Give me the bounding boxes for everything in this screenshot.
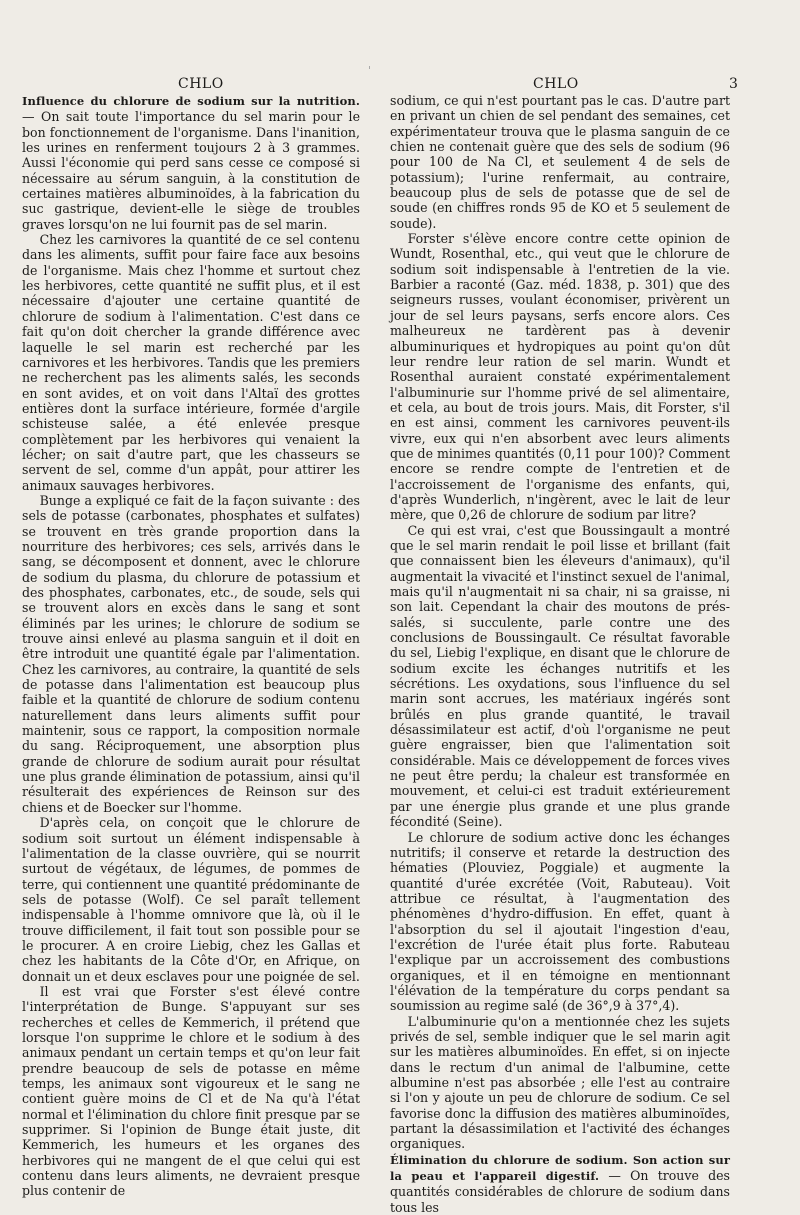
gutter-mark [369,66,370,69]
running-head-right: CHLO [533,76,579,92]
paragraph: Ce qui est vrai, c'est que Boussingault a montré que le sel marin rendait le poil lisse et brillant (fait que connaissent bien les éleveurs d'animaux), qu'il augmentait la vivacité et l'instinct sexuel de l'animal, mais qu'il n'augmentait ni sa chair, ni sa graisse, ni son lait. Cependant la chair des moutons de prés-salés, si succulente, parle contre une des conclusions de Boussingault. Ce résultat favorable du sel, Liebig l'explique, en disant que le chlorure de sodium excite les échanges nutritifs et les sécrétions. Les oxydations, sous l'influence du sel marin sont accrues, les matériaux ingérés sont brûlés en plus grande quantité, le travail désassimilateur est actif, d'où l'organisme ne peut guère engraisser, bien que l'alimentation soit considérable. Mais ce développement de forces vives ne peut être perdu; la chaleur est transformée en mouvement, et celui-ci est traduit extérieurement par une énergie plus grande et une plus grande fécondité (Seine). [390,522,730,830]
paragraph-text: — On trouve des quantités considérables de chlorure de sodium dans tous les [390,1168,730,1215]
paragraph [22,93,360,232]
section-heading: Influence du chlorure de sodium sur la nutrition. [22,94,360,108]
section-heading: Élimination du chlorure de sodium. Son action sur la peau et l'appareil digestif. [390,1152,730,1184]
page-number: 3 [729,76,739,92]
paragraph: D'après cela, on conçoit que le chlorure de sodium soit surtout un élément indispensable à l'alimentation de la classe ouvrière, qui se nourrit surtout de végétaux, de légumes, de pommes de terre, qui contiennent une quantité prédominante de sels de potasse (Wolf). Ce sel paraît tellement indispensable à l'homme omnivore que là, où il le trouve difficilement, il fait tout son possible pour se le procurer. A en croire Liebig, chez les Gallas et chez les habitants de la Côte d'Or, en Afrique, on donnait un et deux esclaves pour une poignée de sel. [22,815,360,984]
paragraph: L'albuminurie qu'on a mentionnée chez les sujets privés de sel, semble indiquer que le sel marin agit sur les matières albuminoïdes. En effet, si on injecte dans le rectum d'un animal de l'albumine, cette albumine n'est pas absorbée ; elle l'est au contraire si l'on y ajoute un peu de chlorure de sodium. Ce sel favorise donc la diffusion des matières albuminoïdes, partant la désassimilation et l'activité des échanges organiques. [390,1013,730,1152]
paragraph: Il est vrai que Forster s'est élevé contre l'interprétation de Bunge. S'appuyant sur ses recherches et celles de Kemmerich, il prétend que lorsque l'on supprime le chlore et le sodium à des animaux pendant un certain temps et qu'on leur fait prendre beaucoup de sels de potasse en même temps, les animaux sont vigoureux et le sang ne contient guère moins de Cl et de Na qu'à l'état normal et l'élimination du chlore finit presque par se supprimer. Si l'opinion de Bunge était juste, dit Kemmerich, les humeurs et les organes des herbivores qui ne mangent de el que celui qui est contenu dans leurs aliments, ne devraient presque plus contenir de [22,983,360,1199]
paragraph: Forster s'élève encore contre cette opinion de Wundt, Rosenthal, etc., qui veut que le chlorure de sodium soit indispensable à l'entretien de la vie. Barbier a raconté (Gaz. méd. 1838, p. 301) que des seigneurs russes, voulant économiser, privèrent un jour de sel leurs paysans, serfs encore alors. Ces malheureux ne tardèrent pas à devenir albuminuriques et hydropiques au point qu'on dût leur rendre leur ration de sel marin. Wundt et Rosenthal auraient constaté expérimentalement l'albuminurie sur l'homme privé de sel alimentaire, et cela, au bout de trois jours. Mais, dit Forster, s'il en est ainsi, comment les carnivores peuvent-ils vivre, eux qui n'en absorbent avec leurs aliments que de minimes quantités (0,11 pour 100)? Comment encore se rendre compte de l'entretien et de l'accroissement de l'organisme des enfants, qui, d'après Wunderlich, n'ingèrent, avec le lait de leur mère, que 0,26 de chlorure de sodium par litre? [390,231,730,523]
paragraph [390,1152,730,1215]
paragraph-text: — On sait toute l'importance du sel marin pour le bon fonctionnement de l'organisme. Dans l'inanition, les urines en renferment toujours 2 à 3 grammes. Aussi l'économie qui perd sans cesse ce composé si nécessaire au sérum sanguin, à la constitution de certaines matières albuminoïdes, à la fabrication du suc gastrique, devient-elle le siège de troubles graves lorsqu'on ne lui fournit pas de sel marin. [22,109,360,232]
left-column [22,93,360,1199]
paragraph: Le chlorure de sodium active donc les échanges nutritifs; il conserve et retarde la destruction des hématies (Plouviez, Poggiale) et augmente la quantité d'urée excrétée (Voit, Rabuteau). Voit attribue ce résultat, à l'augmentation des phénomènes d'hydro-diffusion. En effet, quant à l'absorption du sel il ajoutait l'ingestion d'eau, l'excrétion de l'urée était plus forte. Rabuteau l'explique par un accroissement des combustions organiques, et il en témoigne en mentionnant l'élévation de la température du corps pendant sa soumission au regime salé (de 36°,9 à 37°,4). [390,829,730,1014]
right-column [390,93,730,1215]
paragraph: Chez les carnivores la quantité de ce sel contenu dans les aliments, suffit pour faire face aux besoins de l'organisme. Mais chez l'homme et surtout chez les herbivores, cette quantité ne suffit plus, et il est nécessaire d'ajouter une certaine quantité de chlorure de sodium à l'alimentation. C'est dans ce fait qu'on doit chercher la grande différence avec laquelle le sel marin est recherché par les carnivores et les herbivores. Tandis que les premiers ne recherchent pas les aliments salés, les seconds en sont avides, et on voit dans l'Altaï des grottes entières dont la surface intérieure, formée d'argile schisteuse salée, a été enlevée presque complètement par les herbivores qui venaient la lécher; on sait d'autre part, que les chasseurs se servent de sel, comme d'un appât, pour attirer les animaux sauvages herbivores. [22,232,360,493]
paragraph: sodium, ce qui n'est pourtant pas le cas. D'autre part en privant un chien de sel pendant des semaines, cet expérimentateur trouva que le plasma sanguin de ce chien ne contenait guère que des sels de sodium (96 pour 100 de Na Cl, et seulement 4 de sels de potassium); l'urine renfermait, au contraire, beaucoup plus de sels de potasse que de sel de soude (en chiffres ronds 95 de KO et 5 seulement de soude). [390,93,730,231]
paragraph: Bunge a expliqué ce fait de la façon suivante : des sels de potasse (carbonates, phosphates et sulfates) se trouvent en très grande proportion dans la nourriture des herbivores; ces sels, arrivés dans le sang, se décomposent et donnent, avec le chlorure de sodium du plasma, du chlorure de potassium et des phosphates, carbonates, etc., de soude, sels qui se trouvent alors en excès dans le sang et sont éliminés par les urines; le chlorure de sodium se trouve ainsi enlevé au plasma sanguin et il doit en être introduit une quantité égale par l'alimentation. Chez les carnivores, au contraire, la quantité de sels de potasse dans l'alimentation est beaucoup plus faible et la quantité de chlorure de sodium contenu naturellement dans leurs aliments suffit pour maintenir, sous ce rapport, la composition normale du sang. Réciproquement, une absorption plus grande de chlorure de sodium aurait pour résultat une plus grande élimination de potassium, ainsi qu'il résulterait des expériences de Reinson sur des chiens et de Boecker sur l'homme. [22,492,360,815]
running-head-left: CHLO [178,76,224,92]
